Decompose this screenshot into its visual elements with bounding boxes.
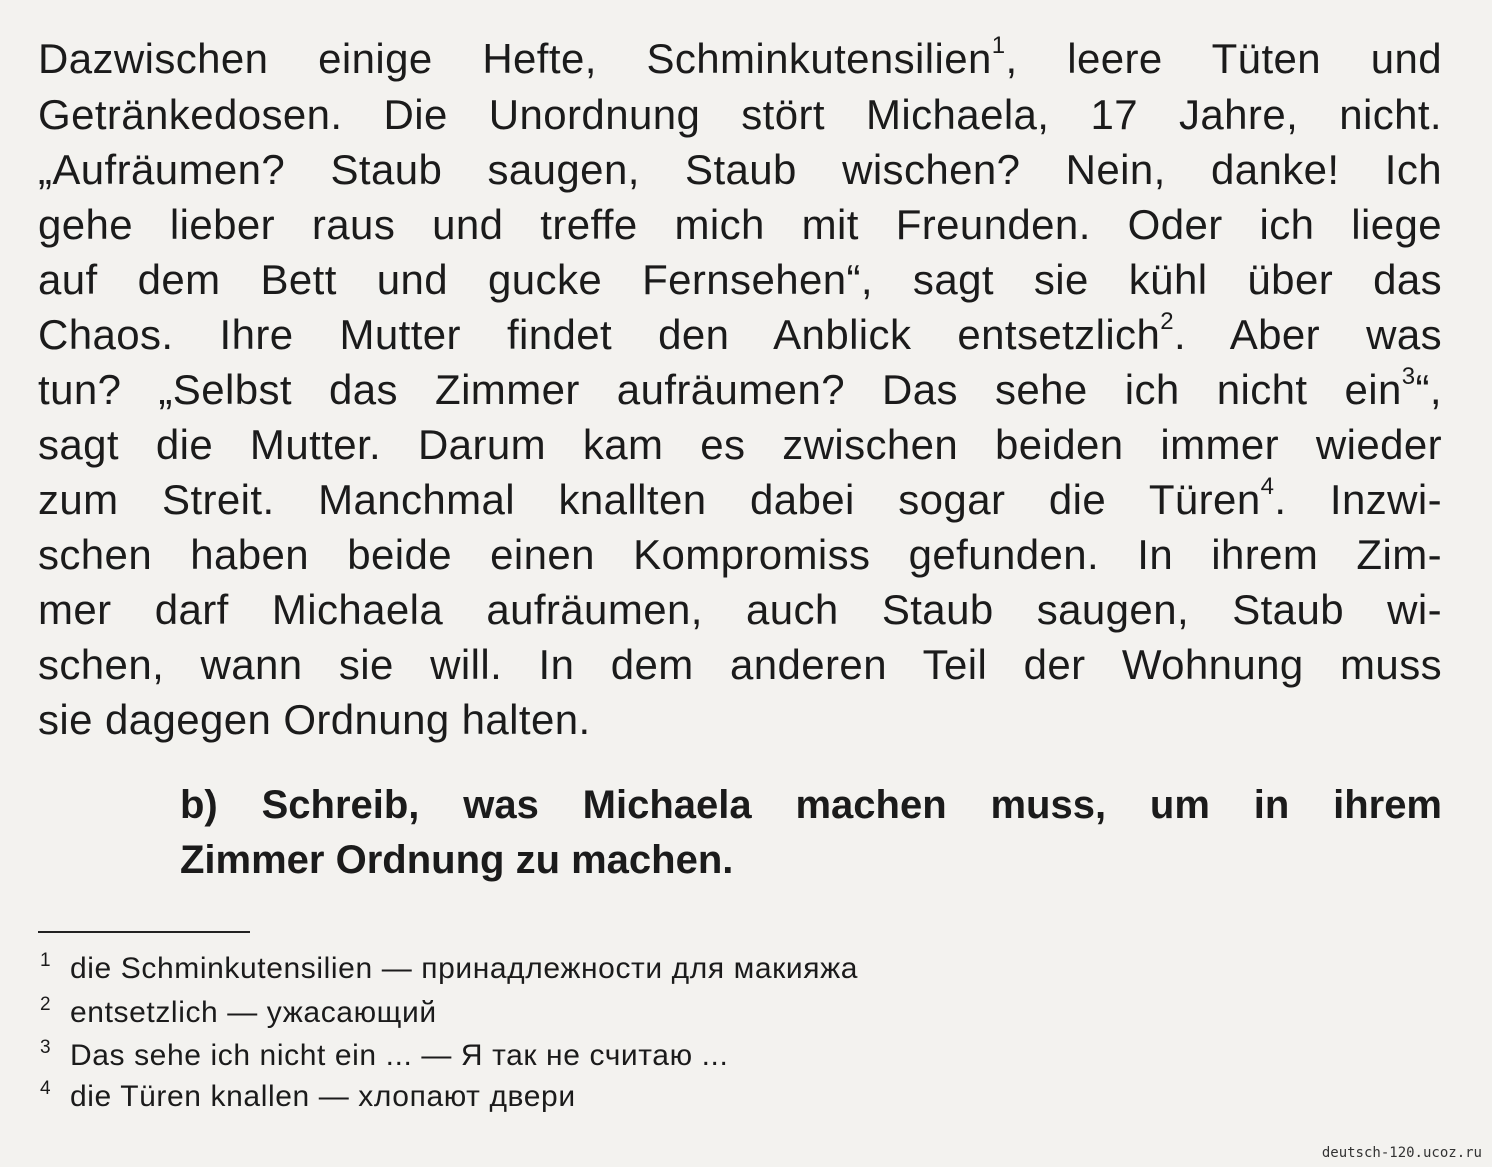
text-line: tun? „Selbst das Zimmer aufräumen? Das sehe ich nicht ein$^3$“, [38,363,1442,413]
footnote: 3 Das sehe ich nicht ein ... — Я так не считаю ... [40,1037,729,1072]
text-line: gehe lieber raus und treffe mich mit Freunden. Oder ich liege [38,201,1442,248]
footnote-divider [38,931,250,933]
text-line: mer darf Michaela aufräumen, auch Staub saugen, Staub wi- [38,586,1442,633]
footnote-ref: 2 [1160,308,1174,335]
text-line: schen haben beide einen Kompromiss gefunden. In ihrem Zim- [38,531,1442,578]
site-watermark: deutsch-120.ucoz.ru [1321,1145,1482,1161]
footnote-ref: 4 [1260,473,1275,500]
text-line: schen, wann sie will. In dem anderen Teil der Wohnung muss [38,641,1442,688]
text-line: Dazwischen einige Hefte, Schminkutensilien$^1$, leere Tüten und [38,32,1442,82]
text-line: Getränkedosen. Die Unordnung stört Michaela, 17 Jahre, nicht. [38,91,1442,138]
text-line: sagt die Mutter. Darum kam es zwischen beiden immer wieder [38,421,1442,468]
text-line: Chaos. Ihre Mutter findet den Anblick entsetzlich$^2$. Aber was [38,308,1442,358]
footnote-ref: 1 [991,32,1006,59]
footnote: 4 die Türen knallen — хлопают двери [40,1078,576,1113]
text-line: „Aufräumen? Staub saugen, Staub wischen? Nein, danke! Ich [38,146,1442,193]
text-line: auf dem Bett und gucke Fernsehen“, sagt sie kühl über das [38,256,1442,303]
task-instruction: b) Schreib, was Michaela machen muss, um in ihrem [180,783,1442,827]
text-line: sie dagegen Ordnung halten. [38,696,591,743]
task-instruction: Zimmer Ordnung zu machen. [180,838,734,882]
footnote: 2 entsetzlich — ужасающий [40,994,437,1029]
footnote: 1 die Schminkutensilien — принадлежности для макияжа [40,950,859,985]
footnote-ref: 3 [1401,363,1416,390]
text-line: zum Streit. Manchmal knallten dabei sogar die Türen$^4$. Inzwi- [38,473,1442,523]
